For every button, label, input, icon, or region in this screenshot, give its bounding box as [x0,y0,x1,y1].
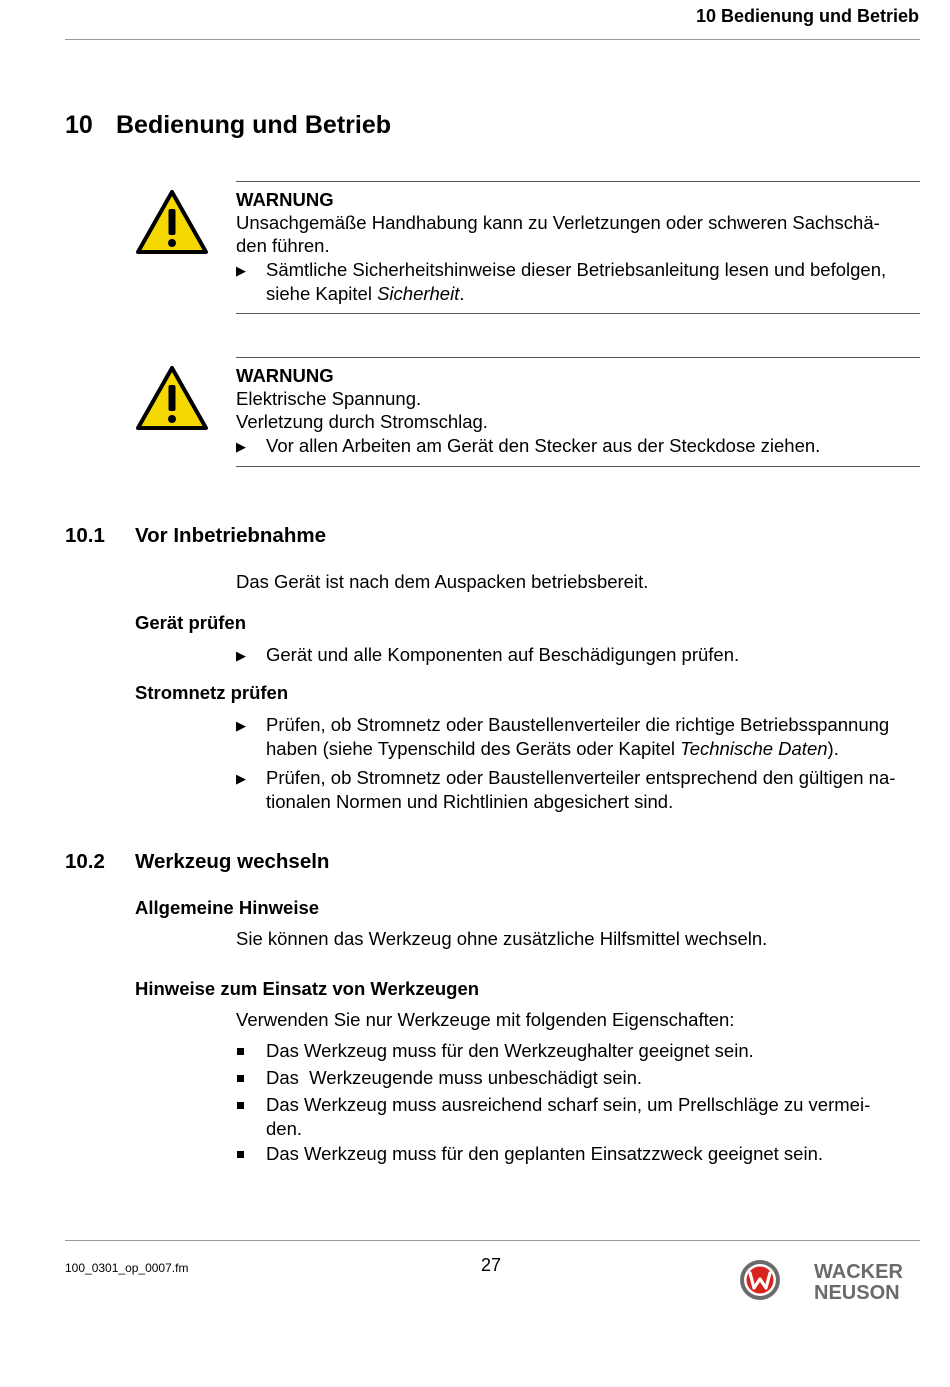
check-device-item-text: Gerät und alle Komponenten auf Beschädigungen prüfen. [266,644,740,665]
warning-triangle-icon [135,189,209,255]
section-10-2-title [65,850,329,874]
check-power-item-1-line-1: Prüfen, ob Stromnetz oder Baustellenverteiler die richtige Betriebsspannung [266,714,890,735]
footer-rule [65,1240,920,1241]
tool-requirement-text: Das Werkzeug muss für den Werkzeughalter geeignet sein. [266,1040,754,1061]
check-power-item-1 [236,713,926,760]
section-10-1-title [65,524,326,548]
warning-1-text [236,188,880,257]
page-number: 27 [481,1255,502,1275]
check-power-item-2-line-2: tionalen Normen und Richtlinien abgesichert sind. [266,790,674,812]
chapter-title-text: Bedienung und Betrieb [116,111,391,139]
check-power-heading: Stromnetz prüfen [135,682,289,703]
tool-requirement-item [236,1142,926,1166]
warning-2-line-2: Verletzung durch Stromschlag. [236,411,488,432]
warning-1-bottom-rule [236,313,920,314]
warning-1-top-rule [236,181,920,182]
warning-1-line-2: den führen. [236,235,330,256]
warning-1-action-line-2: siehe Kapitel [266,282,378,304]
square-bullet-icon [237,1102,244,1109]
warning-2-line-1: Elektrische Spannung. [236,388,422,409]
check-power-item-2 [236,766,926,813]
triangle-bullet-icon: ▶ [236,771,246,786]
section-10-1-number: 10.1 [65,524,105,547]
general-notes-heading: Allgemeine Hinweise [135,897,320,918]
tool-requirement-text-line-1: Das Werkzeug muss ausreichend scharf sein, um Prellschläge zu vermei- [266,1094,871,1115]
section-10-1-intro: Das Gerät ist nach dem Auspacken betriebsbereit. [236,571,649,592]
tool-requirement-item [236,1093,926,1140]
warning-2-action [236,434,926,458]
triangle-bullet-icon: ▶ [236,718,246,733]
warning-1-line-1: Unsachgemäße Handhabung kann zu Verletzungen oder schweren Sachschä- [236,212,880,233]
logo-brand-line-1: WACKER [814,1261,903,1283]
footer-filename: 100_0301_op_0007.fm [65,1261,189,1275]
check-device-heading: Gerät prüfen [135,612,247,633]
check-power-item-1-end: ). [827,737,839,759]
warning-2-action-text: Vor allen Arbeiten am Gerät den Stecker aus der Steckdose ziehen. [266,435,821,456]
warning-2-text [236,364,488,433]
check-power-item-1-ref: Technische Daten [680,737,828,759]
check-power-item-1-line-2: haben (siehe Typenschild des Geräts oder Kapitel [266,737,681,759]
chapter-title [65,111,391,140]
check-device-item [236,643,926,667]
tool-requirement-text: Das Werkzeugende muss unbeschädigt sein. [266,1067,643,1088]
triangle-bullet-icon: ▶ [236,263,246,278]
tool-requirement-text-line-2: den. [266,1117,303,1139]
warning-1-action-line-1: Sämtliche Sicherheitshinweise dieser Betriebsanleitung lesen und befolgen, [266,259,887,280]
warning-1-action-end: . [459,282,465,304]
square-bullet-icon [237,1151,244,1158]
triangle-bullet-icon: ▶ [236,648,246,663]
check-power-item-2-line-1: Prüfen, ob Stromnetz oder Baustellenverteiler entsprechend den gültigen na- [266,767,896,788]
chapter-number: 10 [65,111,93,139]
triangle-bullet-icon: ▶ [236,439,246,454]
wacker-neuson-logo [738,1257,923,1303]
warning-2-top-rule [236,357,920,358]
warning-1-title: WARNUNG [236,189,334,210]
tool-usage-heading: Hinweise zum Einsatz von Werkzeugen [135,978,480,999]
warning-2-bottom-rule [236,466,920,467]
tool-usage-intro: Verwenden Sie nur Werkzeuge mit folgenden Eigenschaften: [236,1009,735,1030]
warning-2-title: WARNUNG [236,365,334,386]
tool-requirement-item [236,1066,926,1090]
tool-requirement-text: Das Werkzeug muss für den geplanten Einsatzzweck geeignet sein. [266,1143,824,1164]
section-10-2-title-text: Werkzeug wechseln [135,850,330,873]
header-rule [65,39,920,40]
section-10-2-number: 10.2 [65,850,105,873]
general-notes-text: Sie können das Werkzeug ohne zusätzliche Hilfsmittel wechseln. [236,928,768,949]
square-bullet-icon [237,1075,244,1082]
logo-brand-line-2: NEUSON [814,1282,900,1303]
warning-1-action [236,258,926,305]
running-header: 10 Bedienung und Betrieb [695,6,919,26]
square-bullet-icon [237,1048,244,1055]
warning-1-action-ref: Sicherheit [377,282,460,304]
warning-triangle-icon [135,365,209,431]
tool-requirement-item [236,1039,926,1063]
section-10-1-title-text: Vor Inbetriebnahme [135,524,326,547]
